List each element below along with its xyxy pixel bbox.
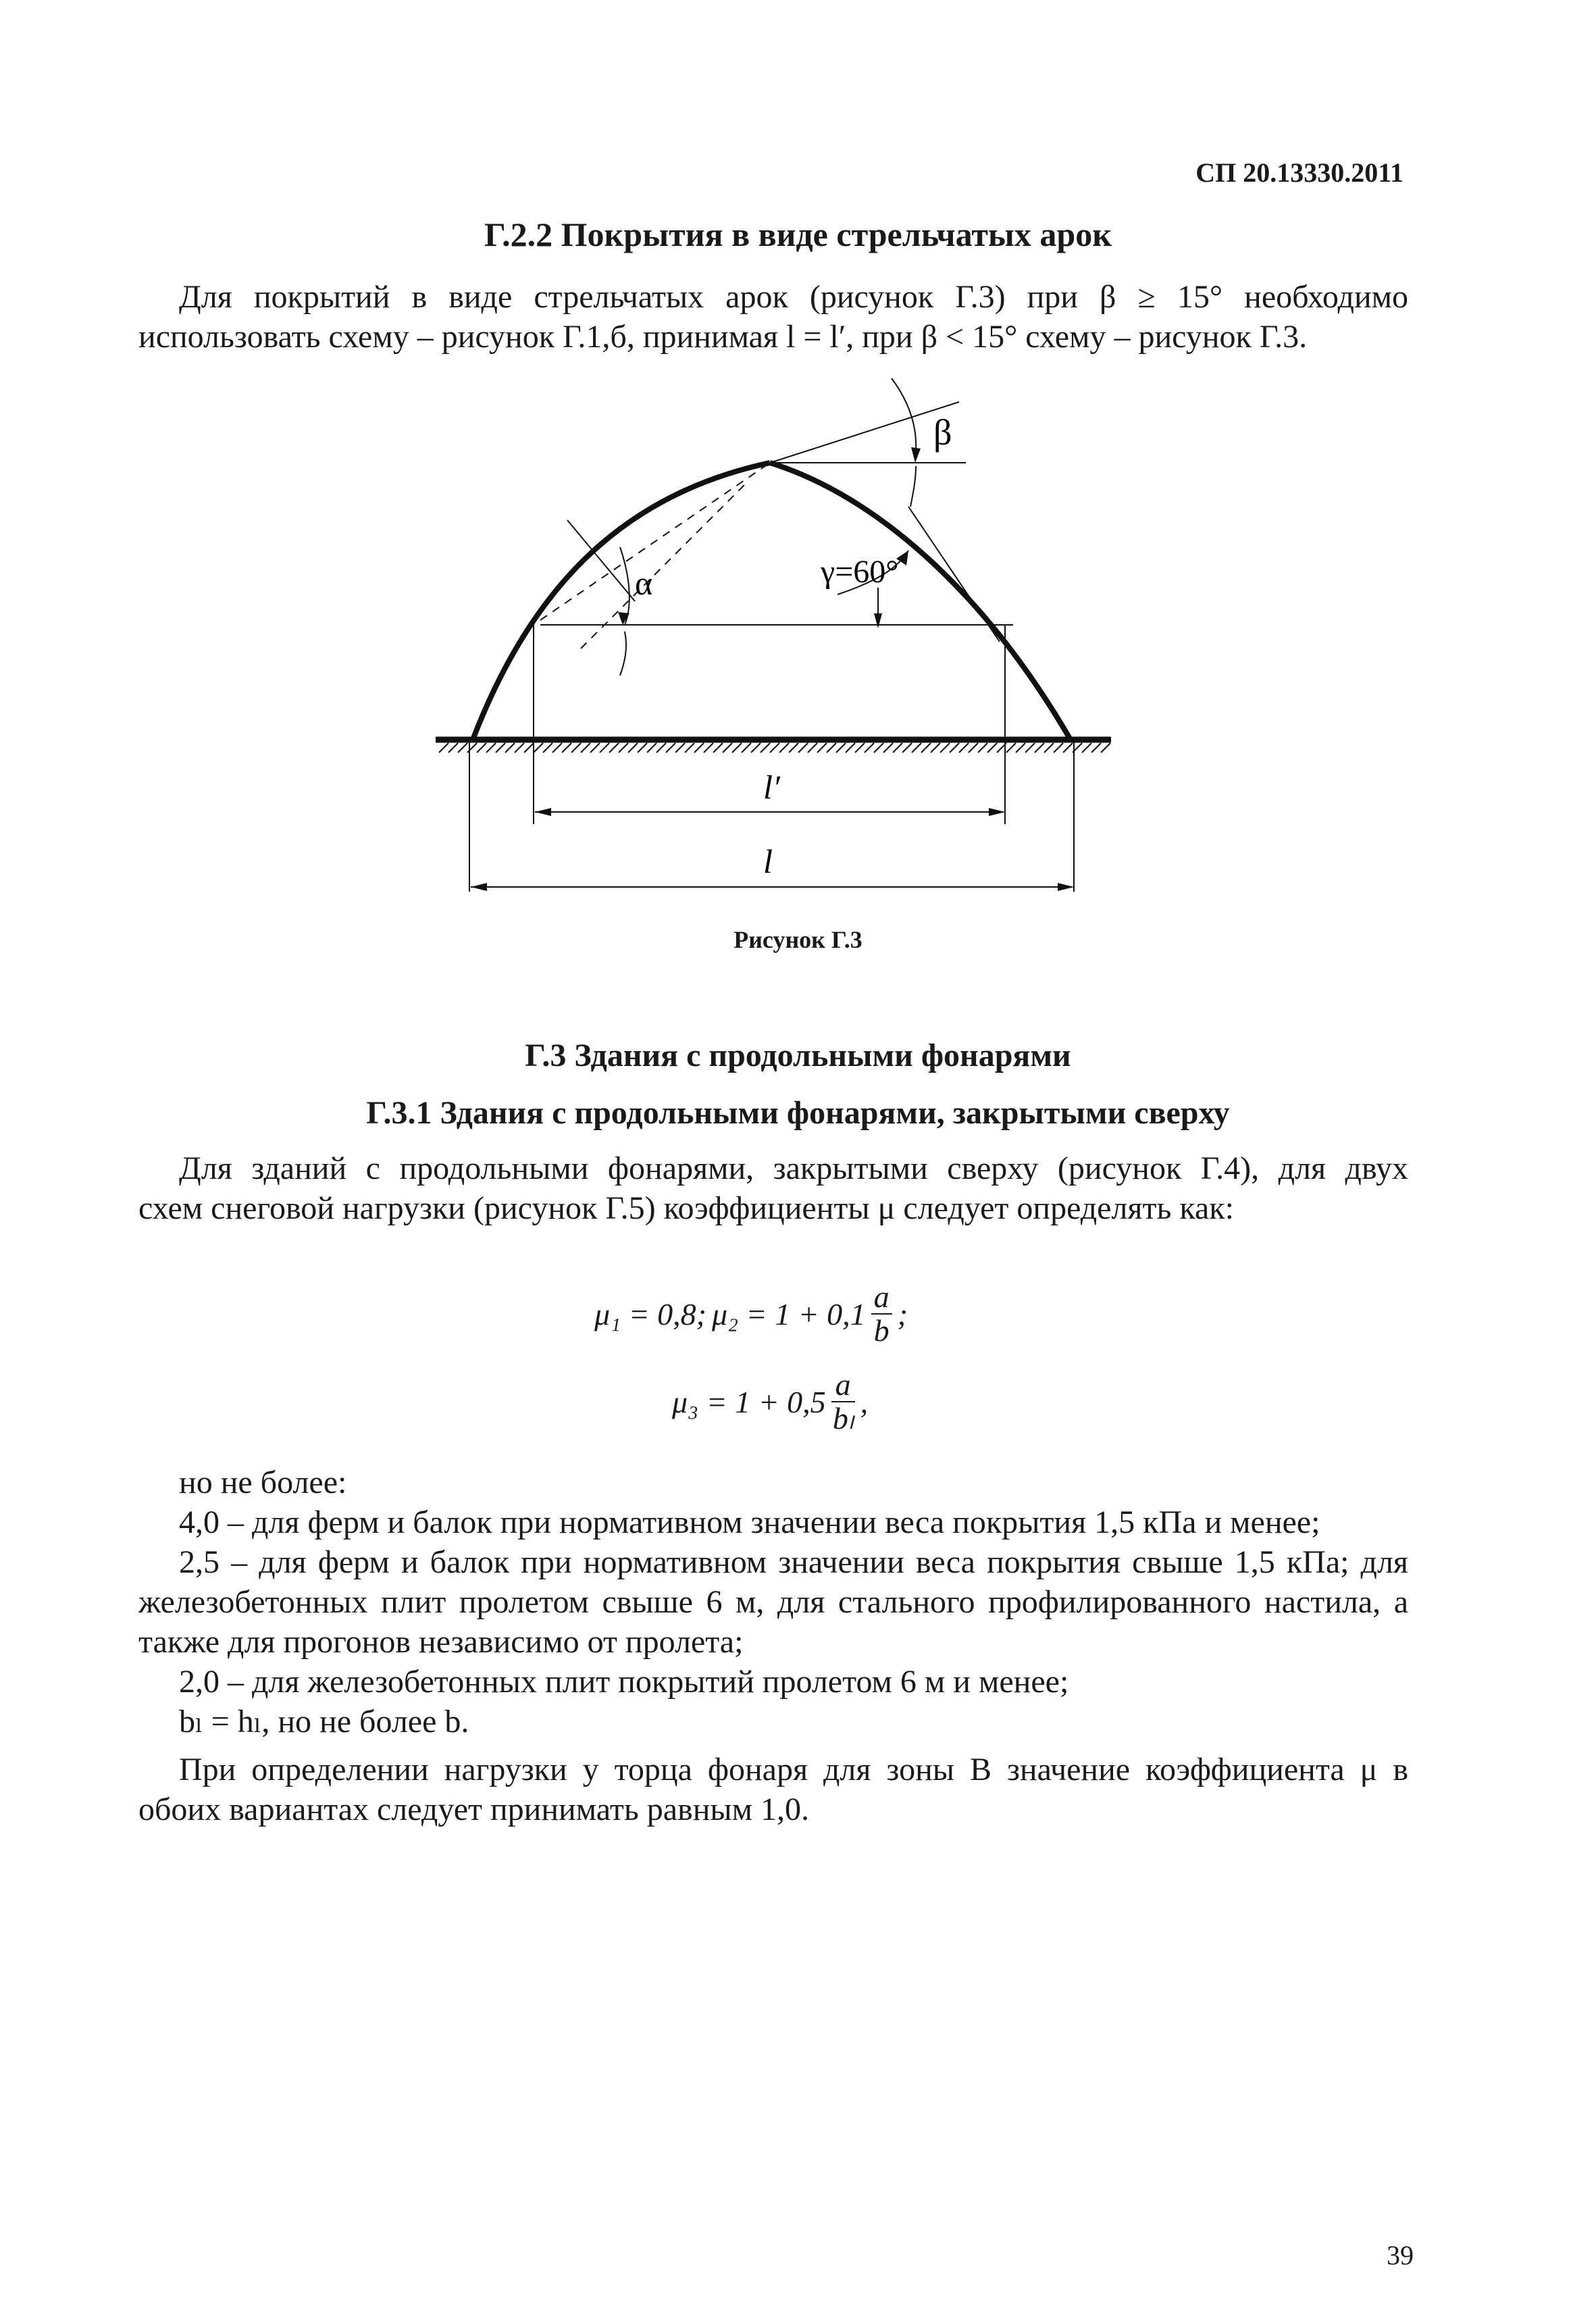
hatch-stroke xyxy=(448,743,458,753)
label-beta: β xyxy=(933,412,952,453)
paragraph-line: схем снеговой нагрузки (рисунок Г.5) коэффициенты μ следует определять как: xyxy=(138,1190,1234,1226)
hatch-stroke xyxy=(865,743,874,753)
hatch-stroke xyxy=(1044,743,1054,753)
hatch-stroke xyxy=(694,743,704,753)
subsection-title-g31: Г.3.1 Здания с продольными фонарями, закрытыми сверху xyxy=(366,1095,1230,1131)
formula-mu3-prefix: μ₃ = 1 + 0,5 xyxy=(672,1384,826,1419)
hatch-stroke xyxy=(524,743,534,753)
hatch-stroke xyxy=(1082,743,1091,753)
hatch-stroke xyxy=(666,743,675,753)
hatch-stroke xyxy=(808,743,817,753)
formula-mu1: μ₁ = 0,8; xyxy=(594,1296,706,1331)
apex-tangent-line xyxy=(770,402,959,463)
hatch-stroke xyxy=(817,743,827,753)
hatch-stroke xyxy=(458,743,467,753)
hatch-stroke xyxy=(486,743,496,753)
figure-caption: Рисунок Г.3 xyxy=(733,926,863,953)
arch-right xyxy=(770,463,1071,740)
hatch-stroke xyxy=(619,743,628,753)
fraction-numerator: a xyxy=(831,1369,855,1402)
limit-item-1: 4,0 – для ферм и балок при нормативном значении веса покрытия 1,5 кПа и менее; xyxy=(179,1504,1320,1540)
hatch-stroke xyxy=(609,743,619,753)
hatch-stroke xyxy=(931,743,940,753)
label-l-prime: l′ xyxy=(763,768,780,806)
hatch-stroke xyxy=(940,743,950,753)
hatch-stroke xyxy=(836,743,846,753)
hatch-stroke xyxy=(912,743,921,753)
hatch-stroke xyxy=(921,743,931,753)
limit-item-2-line1: 2,5 – для ферм и балок при нормативном значении веса покрытия свыше 1,5 кПа; для xyxy=(179,1544,1408,1580)
paragraph-line: использовать схему – рисунок Г.1,б, принимая l = l′, при β < 15° схему – рисунок Г.3. xyxy=(138,319,1308,355)
hatch-stroke xyxy=(496,743,505,753)
hatch-stroke xyxy=(515,743,524,753)
label-gamma: γ=60° xyxy=(821,554,899,590)
hatch-stroke xyxy=(505,743,515,753)
limit-item-2-line3: также для прогонов независимо от пролета; xyxy=(138,1624,744,1660)
hatch-stroke xyxy=(969,743,978,753)
arch-left xyxy=(473,463,770,740)
hatch-stroke xyxy=(477,743,486,753)
hatch-stroke xyxy=(1016,743,1025,753)
hatch-stroke xyxy=(789,743,798,753)
hatch-stroke xyxy=(950,743,959,753)
document-code: СП 20.13330.2011 xyxy=(1195,157,1404,188)
hatch-stroke xyxy=(675,743,685,753)
fraction-numerator: a xyxy=(871,1281,892,1315)
final-paragraph-line1: При определении нагрузки у торца фонаря для зоны B значение коэффициента μ в xyxy=(179,1752,1408,1787)
fraction-a-over-bl xyxy=(831,1369,855,1435)
hatch-stroke xyxy=(1101,743,1110,753)
formula-mu3 xyxy=(672,1358,868,1446)
hatch-stroke xyxy=(638,743,647,753)
limits-intro: но не более: xyxy=(179,1465,347,1500)
hatch-stroke xyxy=(742,743,751,753)
hatch-stroke xyxy=(571,743,581,753)
hatch-stroke xyxy=(534,743,543,753)
hatch-stroke xyxy=(600,743,609,753)
hatch-stroke xyxy=(1063,743,1073,753)
hatch-stroke xyxy=(439,743,448,753)
hatch-stroke xyxy=(713,743,723,753)
hatch-stroke xyxy=(1054,743,1063,753)
fraction-denominator: bₗ xyxy=(832,1401,854,1435)
limit-item-3: 2,0 – для железобетонных плит покрытий пролетом 6 м и менее; xyxy=(179,1664,1069,1700)
hatch-stroke xyxy=(704,743,713,753)
hatch-stroke xyxy=(552,743,562,753)
hatch-stroke xyxy=(657,743,666,753)
fraction-denominator: b xyxy=(873,1313,890,1348)
right-tangent-line xyxy=(908,507,1000,642)
hatch-stroke xyxy=(846,743,855,753)
hatch-stroke xyxy=(893,743,902,753)
limit-item-2-line2: железобетонных плит пролетом свыше 6 м, для стального профилированного настила, а xyxy=(138,1584,1408,1620)
formula-suffix: ; xyxy=(897,1296,908,1331)
hatch-stroke xyxy=(770,743,779,753)
hatch-stroke xyxy=(874,743,883,753)
page-number: 39 xyxy=(1387,2240,1414,2270)
hatch-stroke xyxy=(798,743,808,753)
hatch-stroke xyxy=(978,743,987,753)
section-title-g22: Г.2.2 Покрытия в виде стрельчатых арок xyxy=(484,215,1112,253)
formula-mu2-prefix: μ₂ = 1 + 0,1 xyxy=(711,1296,866,1331)
hatch-stroke xyxy=(562,743,571,753)
hatch-stroke xyxy=(779,743,789,753)
formula-mu1-mu2 xyxy=(594,1270,908,1358)
hatch-stroke xyxy=(987,743,997,753)
hatch-stroke xyxy=(751,743,761,753)
beta-arc-lower xyxy=(910,466,916,507)
hatch-stroke xyxy=(1006,743,1016,753)
hatch-stroke xyxy=(1091,743,1101,753)
formula-suffix: , xyxy=(860,1384,869,1419)
section-title-g3: Г.3 Здания с продольными фонарями xyxy=(525,1038,1071,1073)
hatch-stroke xyxy=(1035,743,1044,753)
hatch-stroke xyxy=(883,743,893,753)
limit-item-4: bₗ = hₗ, но не более b. xyxy=(179,1704,469,1739)
hatch-stroke xyxy=(827,743,836,753)
beta-arc xyxy=(892,378,916,459)
hatch-stroke xyxy=(761,743,770,753)
alpha-arc-lower xyxy=(620,632,626,676)
label-l: l xyxy=(763,842,773,880)
hatch-stroke xyxy=(959,743,969,753)
hatch-stroke xyxy=(732,743,742,753)
chord-dashed-1 xyxy=(540,463,770,620)
figure-g3-arch-diagram xyxy=(405,365,1148,905)
final-paragraph-line2: обоих вариантах следует принимать равным 1,0. xyxy=(138,1791,809,1827)
paragraph-line: Для покрытий в виде стрельчатых арок (рисунок Г.3) при β ≥ 15° необходимо xyxy=(179,279,1408,315)
hatch-stroke xyxy=(855,743,865,753)
ground-hatching xyxy=(439,743,1110,753)
hatch-stroke xyxy=(628,743,638,753)
hatch-stroke xyxy=(685,743,694,753)
paragraph-line: Для зданий с продольными фонарями, закрытыми сверху (рисунок Г.4), для двух xyxy=(179,1150,1408,1186)
hatch-stroke xyxy=(590,743,600,753)
hatch-stroke xyxy=(581,743,590,753)
hatch-stroke xyxy=(1025,743,1035,753)
hatch-stroke xyxy=(647,743,657,753)
hatch-stroke xyxy=(723,743,732,753)
hatch-stroke xyxy=(543,743,552,753)
fraction-a-over-b xyxy=(871,1281,892,1347)
hatch-stroke xyxy=(902,743,912,753)
label-alpha: α xyxy=(635,564,653,602)
